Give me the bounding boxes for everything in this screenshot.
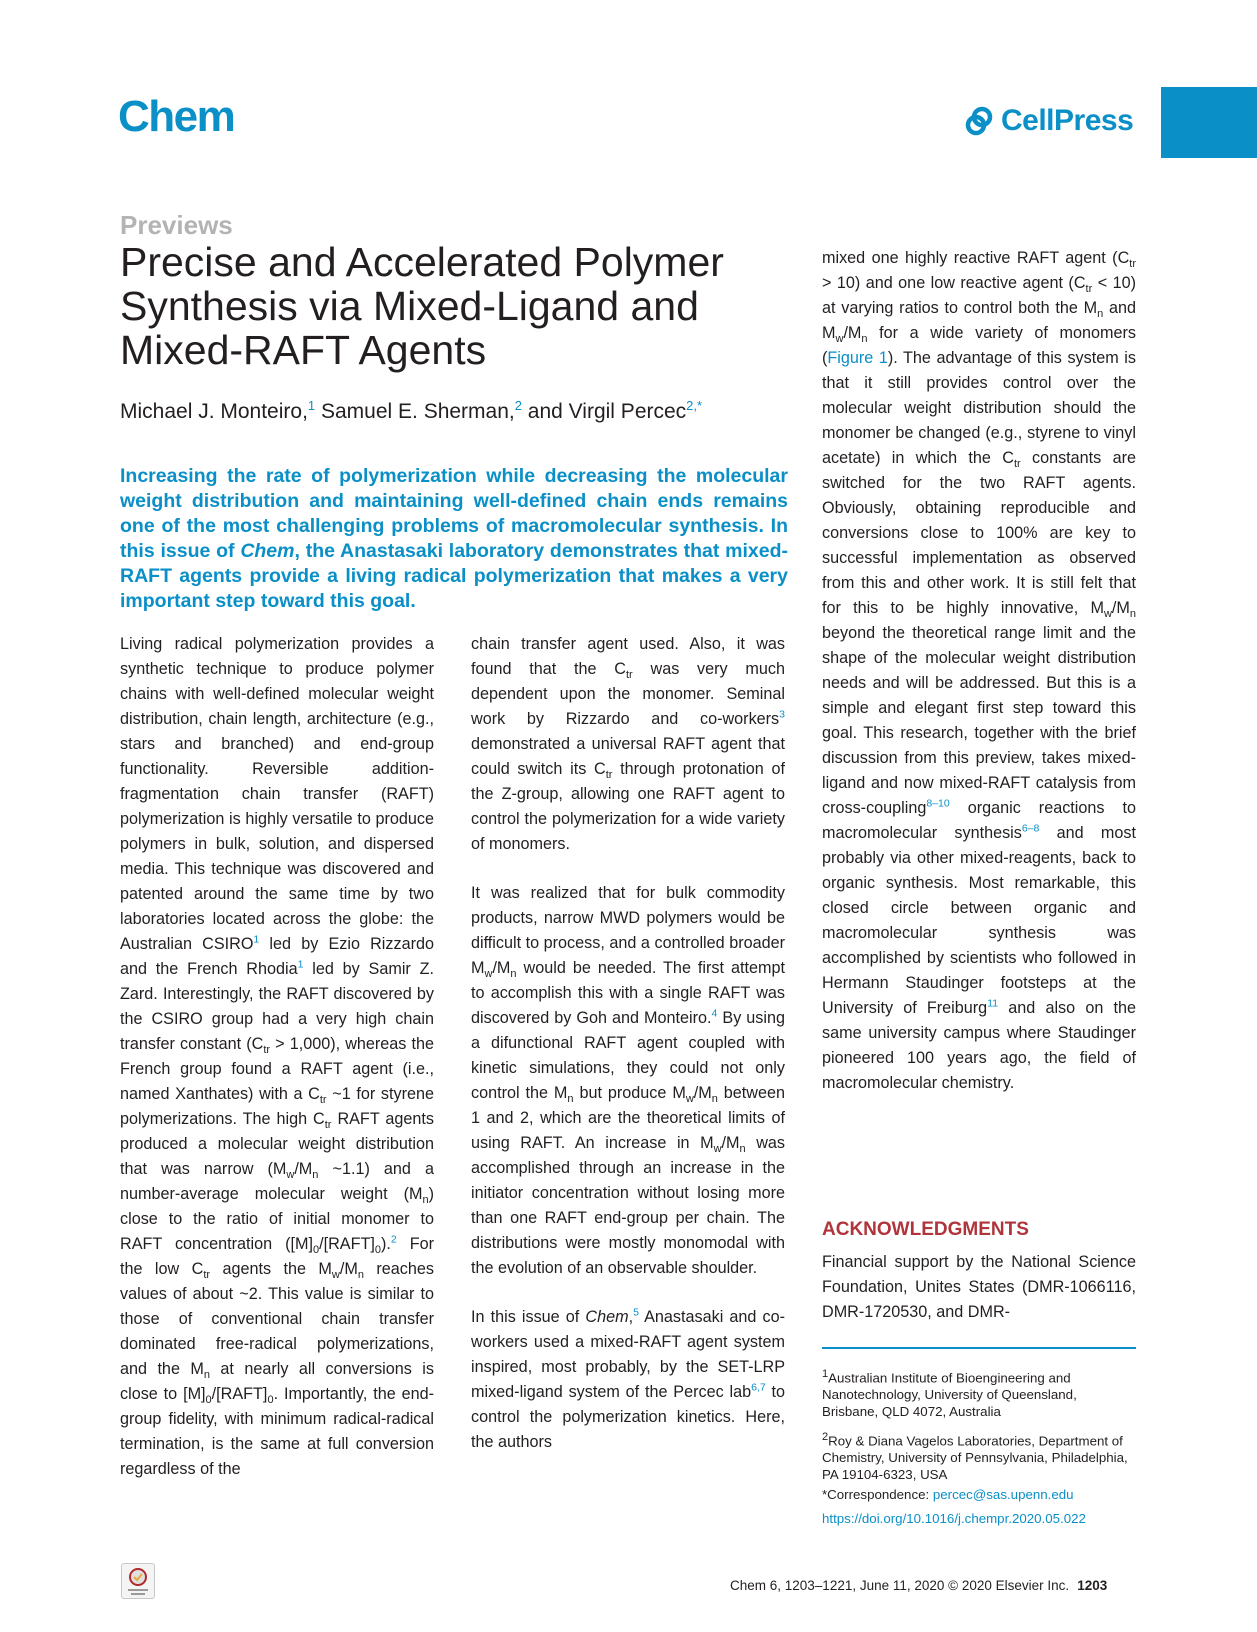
affiliation-ref[interactable]: 1 bbox=[307, 398, 316, 413]
acknowledgments-text: Financial support by the National Science Foundation, Unites States (DMR-1066116, DMR-1720530, and DMR- bbox=[822, 1253, 1136, 1321]
citation-ref[interactable]: 4 bbox=[711, 1007, 718, 1020]
publisher-name: CellPress bbox=[1001, 104, 1134, 137]
affiliation-2: $^2$Roy & Diana Vagelos Laboratories, Department of Chemistry, University of Pennsylvania, Philadelphia, PA 19104-6323, USA bbox=[822, 1431, 1128, 1483]
citation-ref[interactable]: 6–8 bbox=[1021, 822, 1040, 835]
doi-link[interactable]: https://doi.org/10.1016/j.chempr.2020.05.022 bbox=[822, 1511, 1086, 1526]
figure-link[interactable]: Figure 1 bbox=[827, 349, 888, 367]
affiliation-ref[interactable]: 2,* bbox=[686, 398, 703, 413]
abstract-text: , the Anastasaki laboratory demonstrates that mixed-RAFT agents provide a living radical polymerization that makes a very important step toward this goal. bbox=[120, 540, 788, 612]
body-paragraph: It was realized that for bulk commodity products, narrow MWD polymers would be difficult to process, and a controlled broader $M_w/M_n$ would be needed. The first attempt to accomplish this with a single RAFT was discovered by Goh and Monteiro.$^4$ By using a difunctional RAFT agent coupled with kinetic simulations, they could not only control the $M_n$ but produce $M_w/M_n$ between 1 and 2, which are the theoretical limits of using RAFT. An increase in $M_w/M_n$ was accomplished through an increase in the initiator concentration without losing more than one RAFT end-group per chain. The distributions were mostly monomodal with the evolution of an observable shoulder. bbox=[471, 884, 785, 1277]
citation-ref[interactable]: 1 bbox=[253, 933, 260, 946]
journal-logo: Chem bbox=[118, 92, 235, 141]
acknowledgments-heading: ACKNOWLEDGMENTS bbox=[822, 1219, 1029, 1240]
citation-ref[interactable]: 1 bbox=[297, 958, 304, 971]
article-title: Precise and Accelerated Polymer Synthesis via Mixed-Ligand and Mixed-RAFT Agents bbox=[120, 239, 724, 373]
citation-line: Chem 6, 1203–1221, June 11, 2020 © 2020 Elsevier Inc. bbox=[730, 1578, 1070, 1593]
body-paragraph: Living radical polymerization provides a synthetic technique to produce polymer chains with well-defined molecular weight distribution, chain length, architecture (e.g., stars and branched) and end-group functionality. Reversible addition-fragmentation chain transfer (RAFT) polymerization is highly versatile to produce polymers in bulk, solution, and dispersed media. This technique was discovered and patented around the same time by two laboratories located across the globe: the Australian CSIRO$^1$ led by Ezio Rizzardo and the French Rhodia$^1$ led by Samir Z. Zard. Interestingly, the RAFT discovered by the CSIRO group had a very high chain transfer constant $(C_{tr} > 1,000)$, whereas the French group found a RAFT agent (i.e., named Xanthates) with a $C_{tr}$ ~1 for styrene polymerizations. The high $C_{tr}$ RAFT agents produced a molecular weight distribution that was narrow ($M_w/M_n$ ~1.1) and a number-average molecular weight $(M_n)$ close to the ratio of initial monomer to RAFT concentration $([M]_0/[RAFT]_0).^2$ For the low $C_{tr}$ agents the $M_w/M_n$ reaches values of about ~2. This value is similar to those of conventional chain transfer dominated free-radical polymerizations, and the $M_n$ at nearly all conversions is close to $[M]_0/[RAFT]_0$. Importantly, the end-group fidelity, with minimum radical-radical termination, is the same at full conversion regardless of the bbox=[120, 635, 434, 1478]
body-paragraph: In this issue of Chem,$^5$ Anastasaki and co-workers used a mixed-RAFT agent system inspired, most probably, by the SET-LRP mixed-ligand system of the Percec lab$^{6,7}$ to control the polymerization kinetics. Here, the authors bbox=[471, 1306, 785, 1451]
body-paragraph: chain transfer agent used. Also, it was found that the $C_{tr}$ was very much dependent upon the monomer. Seminal work by Rizzardo and co-workers$^3$ demonstrated a universal RAFT agent that could switch its $C_{tr}$ through protonation of the Z-group, allowing one RAFT agent to control the polymerization for a wide variety of monomers. bbox=[471, 635, 785, 853]
author-name: Samuel E. Sherman, bbox=[315, 400, 515, 423]
abstract bbox=[120, 464, 788, 614]
footnote-divider bbox=[822, 1347, 1136, 1349]
citation-ref[interactable]: 5 bbox=[633, 1306, 639, 1319]
citation-ref[interactable]: 6,7 bbox=[751, 1381, 766, 1394]
body-column-2 bbox=[471, 632, 785, 1479]
check-for-updates-badge[interactable] bbox=[121, 1563, 155, 1599]
body-column-3 bbox=[822, 246, 1136, 1120]
affiliation-1: $^1$Australian Institute of Bioengineering and Nanotechnology, University of Queensland, Brisbane, QLD 4072, Australia bbox=[822, 1368, 1077, 1420]
citation-ref[interactable]: 8–10 bbox=[926, 797, 950, 810]
author-name: and Virgil Percec bbox=[521, 400, 687, 423]
correspondence-email-link[interactable]: percec@sas.upenn.edu bbox=[932, 1487, 1074, 1502]
brand-tab bbox=[1161, 87, 1257, 158]
abstract-journal: Chem bbox=[240, 540, 295, 562]
publisher-logo bbox=[965, 104, 1133, 138]
page-number: 1203 bbox=[1077, 1578, 1108, 1593]
correspondence bbox=[822, 1486, 1136, 1503]
citation-ref[interactable]: 11 bbox=[987, 997, 999, 1010]
body-paragraph: mixed one highly reactive RAFT agent $(C_{tr} > 10)$ and one low reactive agent $(C_{tr} < 10)$ at varying ratios to control both the $M_n$ and $M_w/M_n$ for a wide variety of monomers (Figure 1). The advantage of this system is that it still provides control over the molecular weight distribution should the monomer be changed (e.g., styrene to vinyl acetate) in which the $C_{tr}$ constants are switched for the two RAFT agents. Obviously, obtaining reproducible and conversions close to 100% are key to successful implementation as observed from this and other work. It is still felt that for this to be highly innovative, $M_w/M_n$ beyond the theoretical range limit and the shape of the molecular weight distribution needs and will be addressed. But this is a simple and elegant first step toward this goal. This research, together with the brief discussion from this preview, takes mixed-ligand and now mixed-RAFT catalysis from cross-coupling$^{8-10}$ organic reactions to macromolecular synthesis$^{6-8}$ and most probably via other mixed-reagents, back to organic synthesis. Most remarkable, this closed circle between organic and macromolecular synthesis was accomplished by scientists who followed in Hermann Staudinger footsteps at the University of Freiburg$^{11}$ and also on the same university campus where Staudinger pioneered 100 years ago, the field of macromolecular chemistry. bbox=[822, 249, 1136, 1092]
author-name: Michael J. Monteiro, bbox=[120, 400, 308, 423]
citation-ref[interactable]: 2 bbox=[390, 1233, 397, 1246]
author-list bbox=[120, 398, 702, 424]
correspondence-label: *Correspondence: bbox=[822, 1487, 933, 1502]
check-for-updates-icon bbox=[122, 1564, 154, 1598]
abstract-text: Increasing the rate of polymerization while decreasing the molecular weight distribution and maintaining well-defined chain ends remains one of the most challenging problems of macromolecular synthesis. In this issue of bbox=[120, 465, 788, 562]
body-column-1 bbox=[120, 632, 434, 1506]
citation-ref[interactable]: 3 bbox=[779, 708, 785, 721]
section-label: Previews bbox=[120, 210, 233, 240]
cellpress-logo-icon bbox=[965, 106, 995, 136]
page-footer bbox=[730, 1578, 1107, 1593]
affiliation-ref[interactable]: 2 bbox=[514, 398, 522, 413]
